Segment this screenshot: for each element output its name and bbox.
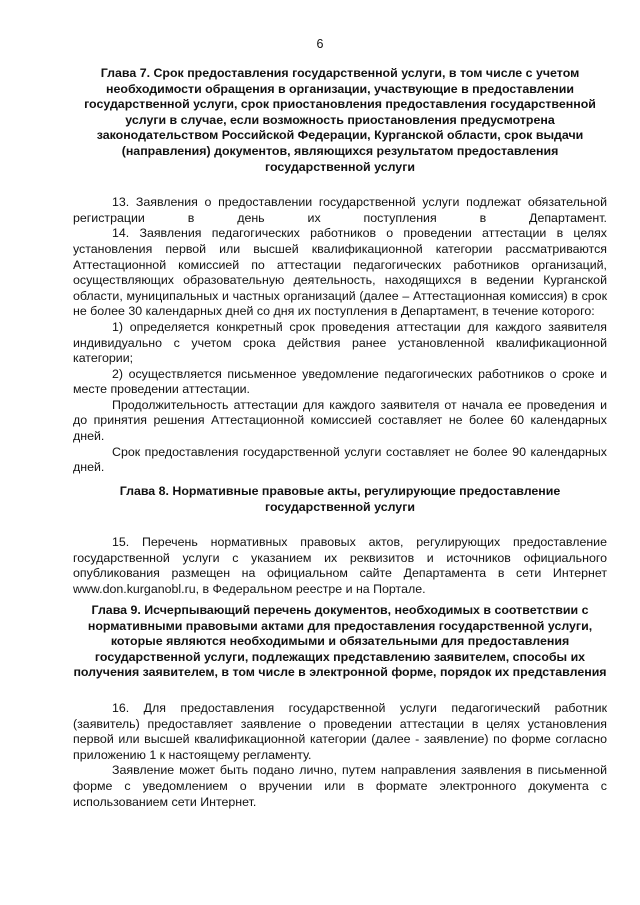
paragraph-14: 14. Заявления педагогических работников о проведении аттестации в целях установления первой или высшей квалификационной категории рассматриваются Аттестационной комиссией по аттестации педагогических работников организаций, осуществляющих образовательную деятельность, находящихся в ведении Курганской области, муниципальных и частных организаций (далее – Аттестационная комиссия) в срок не более 30 календарных дней со дня их поступления в Департамент, в течение которого:	[73, 226, 607, 319]
paragraph-attestation-duration: Продолжительность аттестации для каждого заявителя от начала ее проведения и до принятия решения Аттестационной комиссией составляет не более 60 календарных дней.	[73, 397, 607, 444]
page-number: 6	[316, 37, 324, 51]
paragraph-14-item-1: 1) определяется конкретный срок проведения аттестации для каждого заявителя индивидуально с учетом срока действия ранее установленной квалификационной категории;	[73, 319, 607, 366]
chapter-9-heading: Глава 9. Исчерпывающий перечень документов, необходимых в соответствии с нормативными правовыми актами для предоставления государственной услуги, которые являются необходимыми и обязательными для предоставления государственной услуги, подлежащих представлению заявителем, способы их получения заявителем, в том числе в электронной форме, порядок их представления	[73, 603, 607, 680]
chapter-9-section	[73, 603, 607, 810]
chapter-8-heading: Глава 8. Нормативные правовые акты, регулирующие предоставление государственной услуги	[119, 484, 561, 514]
paragraph-service-term: Срок предоставления государственной услуги составляет не более 90 календарных дней.	[73, 444, 607, 475]
chapter-7-heading: Глава 7. Срок предоставления государственной услуги, в том числе с учетом необходимости обращения в организации, участвующие в предоставлении государственной услуги, срок приостановления предоставления государственной услуги в случае, если возможность приостановления предусмотрена законодательством Российской Федерации, Курганской области, срок выдачи (направления) документов, являющихся результатом предоставления государственной услуги	[84, 66, 596, 174]
paragraph-14-item-2: 2) осуществляется письменное уведомление педагогических работников о сроке и месте проведении аттестации.	[73, 366, 607, 397]
paragraph-16: 16. Для предоставления государственной услуги педагогический работник (заявитель) предоставляет заявление о проведении аттестации в целях установления первой или высшей квалификационной категории (далее - заявление) по форме согласно приложению 1 к настоящему регламенту.	[73, 700, 607, 762]
paragraph-submission-methods: Заявление может быть подано лично, путем направления заявления в письменной форме с уведомлением о вручении или в формате электронного документа с использованием сети Интернет.	[73, 763, 607, 809]
chapter-7-section	[73, 66, 607, 476]
paragraph-13: 13. Заявления о предоставлении государственной услуги подлежат обязательной регистрации в день их поступления в Департамент.	[73, 195, 607, 225]
paragraph-15: 15. Перечень нормативных правовых актов, регулирующих предоставление государственной услуги с указанием их реквизитов и источников официального опубликования размещен на официальном сайте Департамента в сети Интернет www.don.kurganobl.ru, в Федеральном реестре и на Портале.	[73, 535, 607, 596]
chapter-8-section	[73, 484, 607, 598]
